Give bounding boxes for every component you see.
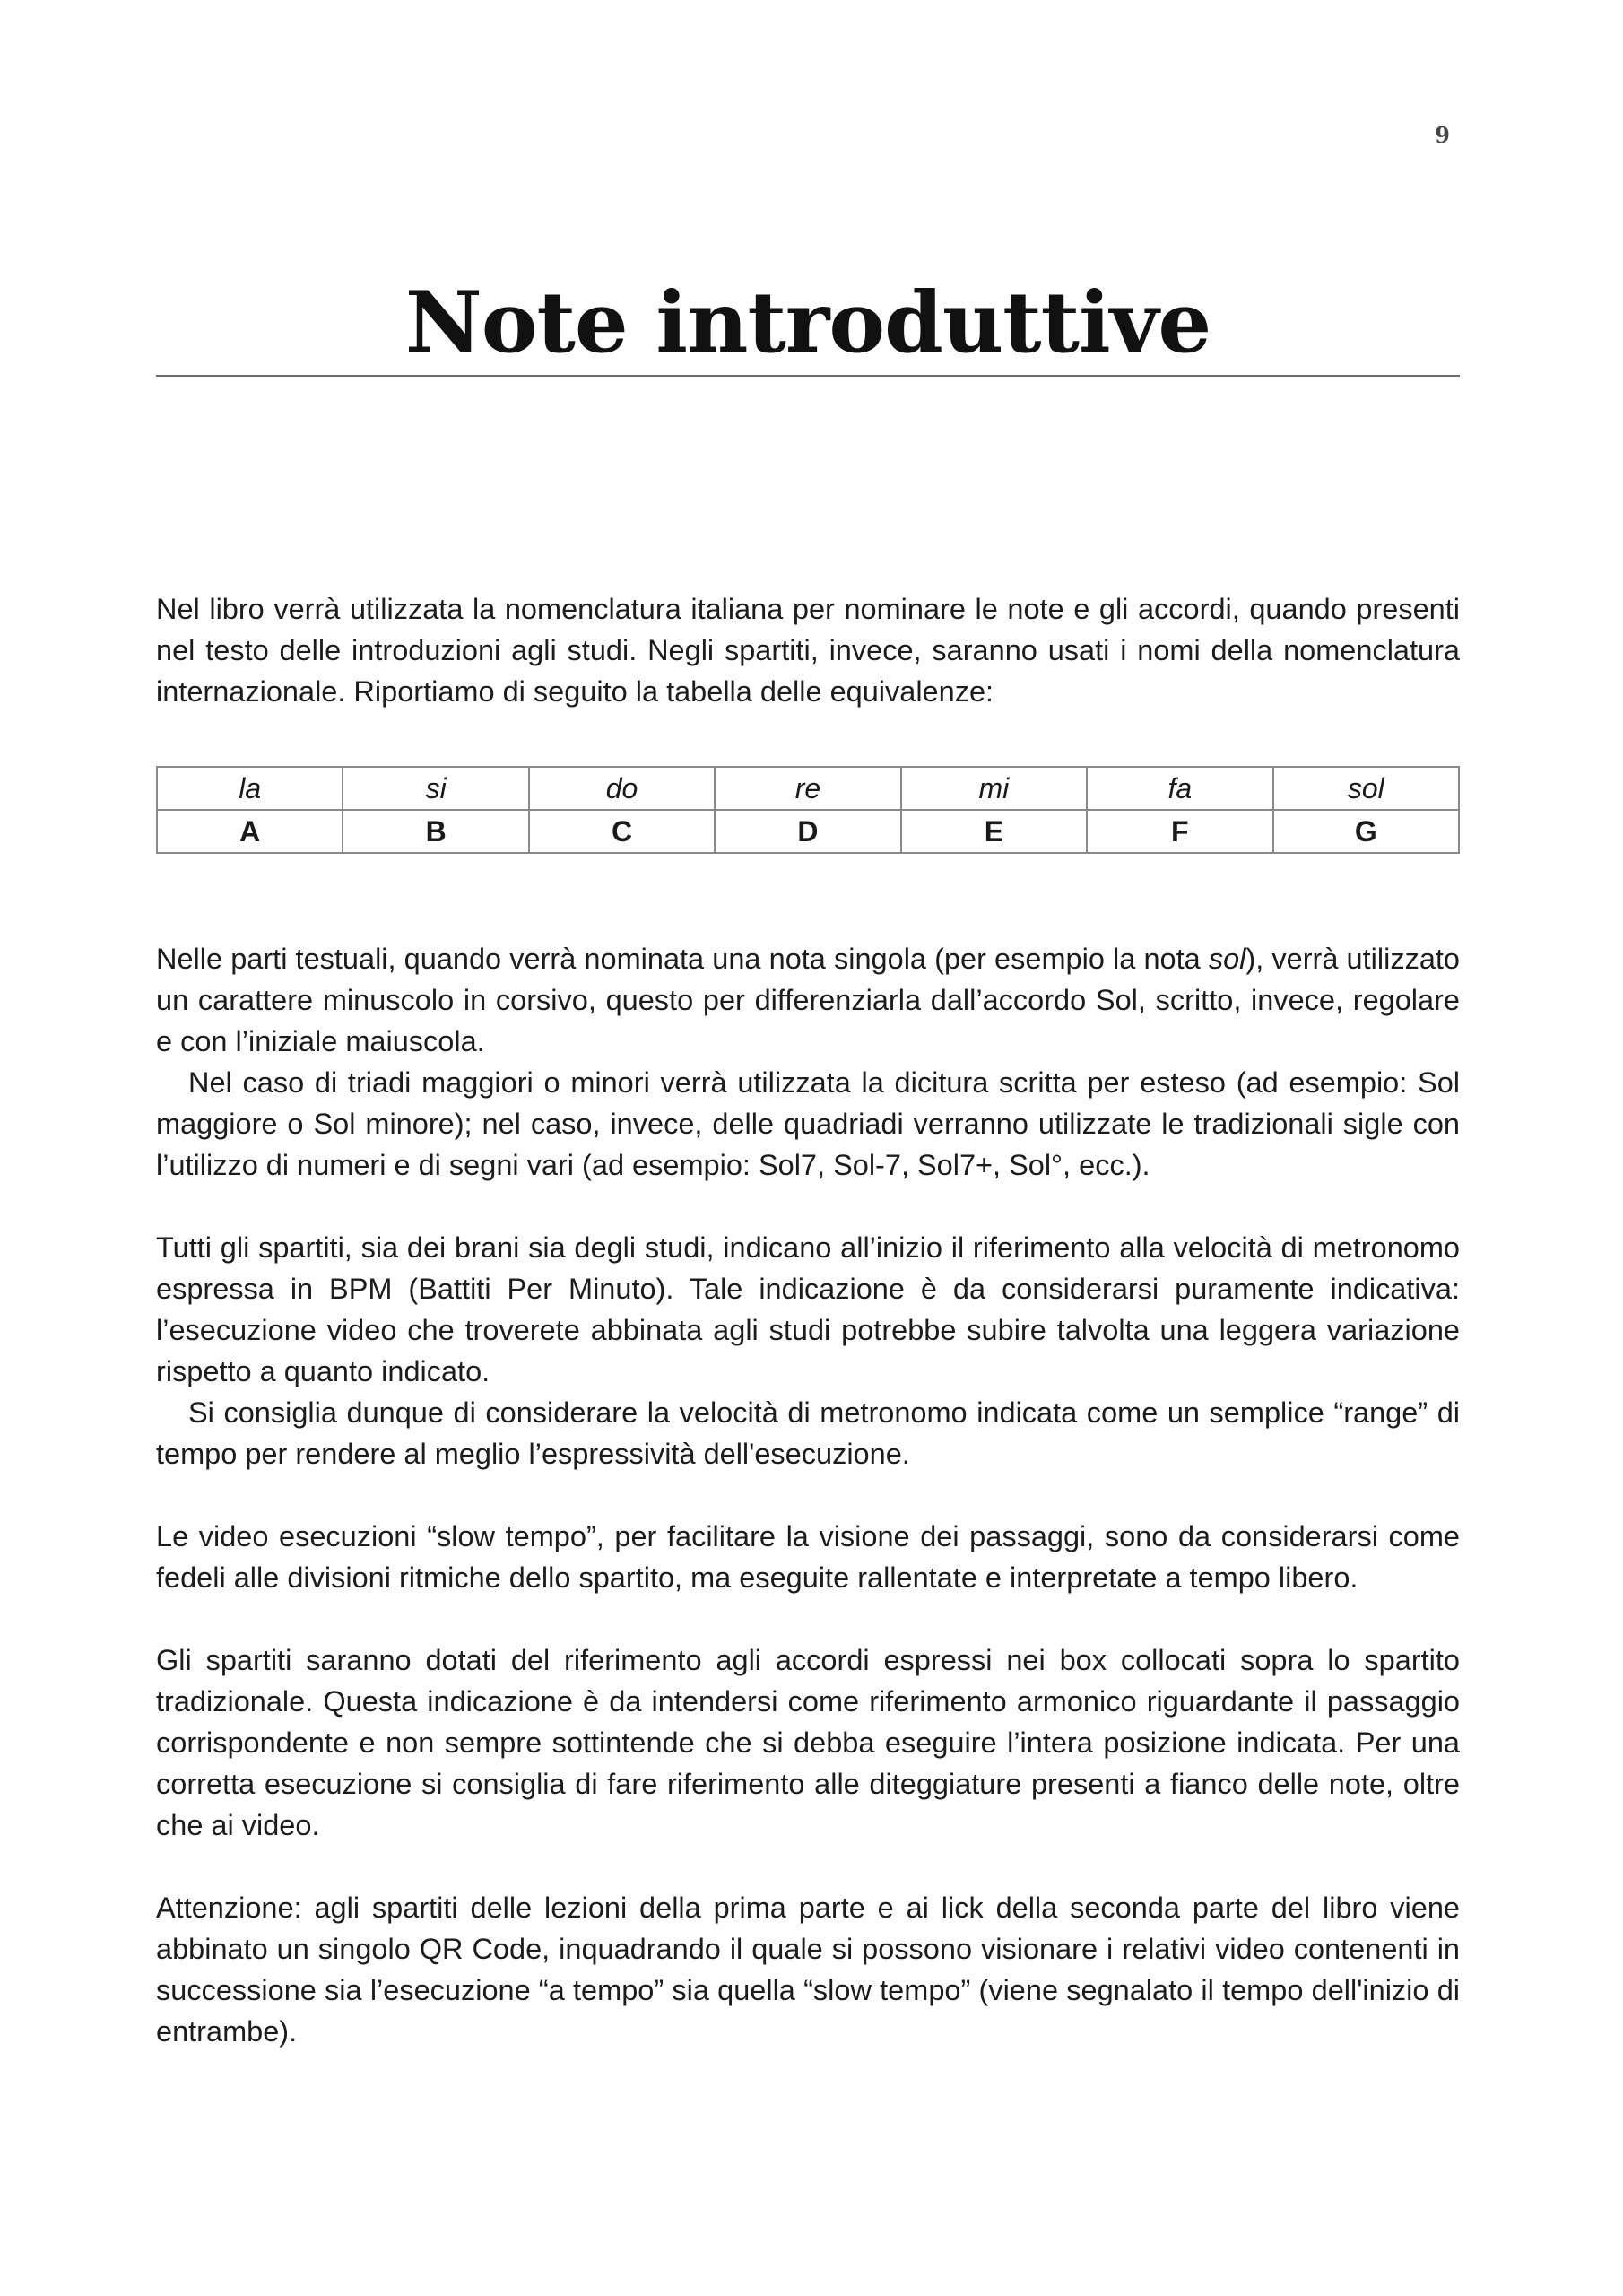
note-equivalence-table [156, 766, 1460, 854]
chord-boxes-paragraph: Gli spartiti saranno dotati del riferimento agli accordi espressi nei box collocati sopra lo spartito tradizionale. Questa indicazione è da intendersi come riferimento armonico riguardante il passaggio corrispondente e non sempre sottintende che si debba eseguire l’intera posizione indicata. Per una corretta esecuzione si consiglia di fare riferimento alle diteggiature presenti a fianco delle note, oltre che ai video. [156, 1644, 1460, 1841]
international-note-cell: D [715, 810, 900, 853]
single-note-text-after: ), verrà utilizzato un carattere minuscolo in corsivo, questo per differenziarla dall’accordo Sol, scritto, invece, regolare e con l’iniziale maiuscola. [156, 943, 1460, 1057]
international-note-cell: B [343, 810, 528, 853]
international-note-cell: E [901, 810, 1087, 853]
title-underline [156, 375, 1460, 377]
italian-note-cell: la [157, 767, 343, 810]
chords-paragraph: Nel caso di triadi maggiori o minori verrà utilizzata la dicitura scritta per esteso (ad esempio: Sol maggiore o Sol minore); nel caso, invece, delle quadriadi verranno utilizzate le tradizionali sigle con l’utilizzo di numeri e di segni vari (ad esempio: Sol7, Sol-7, Sol7+, Sol°, ecc.). [156, 1066, 1460, 1181]
single-note-example: sol [1208, 943, 1246, 975]
metronome-advice-paragraph: Si consiglia dunque di considerare la velocità di metronomo indicata come un semplice “range” di tempo per rendere al meglio l’espressività dell'esecuzione. [156, 1396, 1460, 1470]
italian-note-cell: mi [901, 767, 1087, 810]
italian-note-cell: do [529, 767, 715, 810]
italian-note-cell: sol [1273, 767, 1459, 810]
page-title: Note introduttive [404, 274, 1211, 372]
international-names-row [157, 810, 1459, 853]
single-note-text-before: Nelle parti testuali, quando verrà nominata una nota singola (per esempio la nota [156, 943, 1209, 975]
slow-tempo-paragraph: Le video esecuzioni “slow tempo”, per facilitare la visione dei passaggi, sono da considerarsi come fedeli alle divisioni ritmiche dello spartito, ma eseguite rallentate e interpretate a tempo libero. [156, 1520, 1460, 1594]
international-note-cell: G [1273, 810, 1459, 853]
italian-note-cell: si [343, 767, 528, 810]
single-note-paragraph [156, 938, 1460, 1062]
international-note-cell: A [157, 810, 343, 853]
international-note-cell: F [1087, 810, 1272, 853]
body-text [156, 588, 1460, 2052]
international-note-cell: C [529, 810, 715, 853]
page-number: 9 [1435, 122, 1450, 148]
italian-names-row [157, 767, 1459, 810]
italian-note-cell: re [715, 767, 900, 810]
qr-code-paragraph: Attenzione: agli spartiti delle lezioni della prima parte e ai lick della seconda parte del libro viene abbinato un singolo QR Code, inquadrando il quale si possono visionare i relativi video contenenti in successione sia l’esecuzione “a tempo” sia quella “slow tempo” (viene segnalato il tempo dell'inizio di entrambe). [156, 1892, 1460, 2048]
intro-paragraph: Nel libro verrà utilizzata la nomenclatura italiana per nominare le note e gli accordi, quando presenti nel testo delle introduzioni agli studi. Negli spartiti, invece, saranno usati i nomi della nomenclatura internazionale. Riportiamo di seguito la tabella delle equivalenze: [156, 593, 1460, 708]
italian-note-cell: fa [1087, 767, 1272, 810]
metronome-paragraph: Tutti gli spartiti, sia dei brani sia degli studi, indicano all’inizio il riferimento alla velocità di metronomo espressa in BPM (Battiti Per Minuto). Tale indicazione è da considerarsi puramente indicativa: l’esecuzione video che troverete abbinata agli studi potrebbe subire talvolta una leggera variazione rispetto a quanto indicato. [156, 1231, 1460, 1387]
